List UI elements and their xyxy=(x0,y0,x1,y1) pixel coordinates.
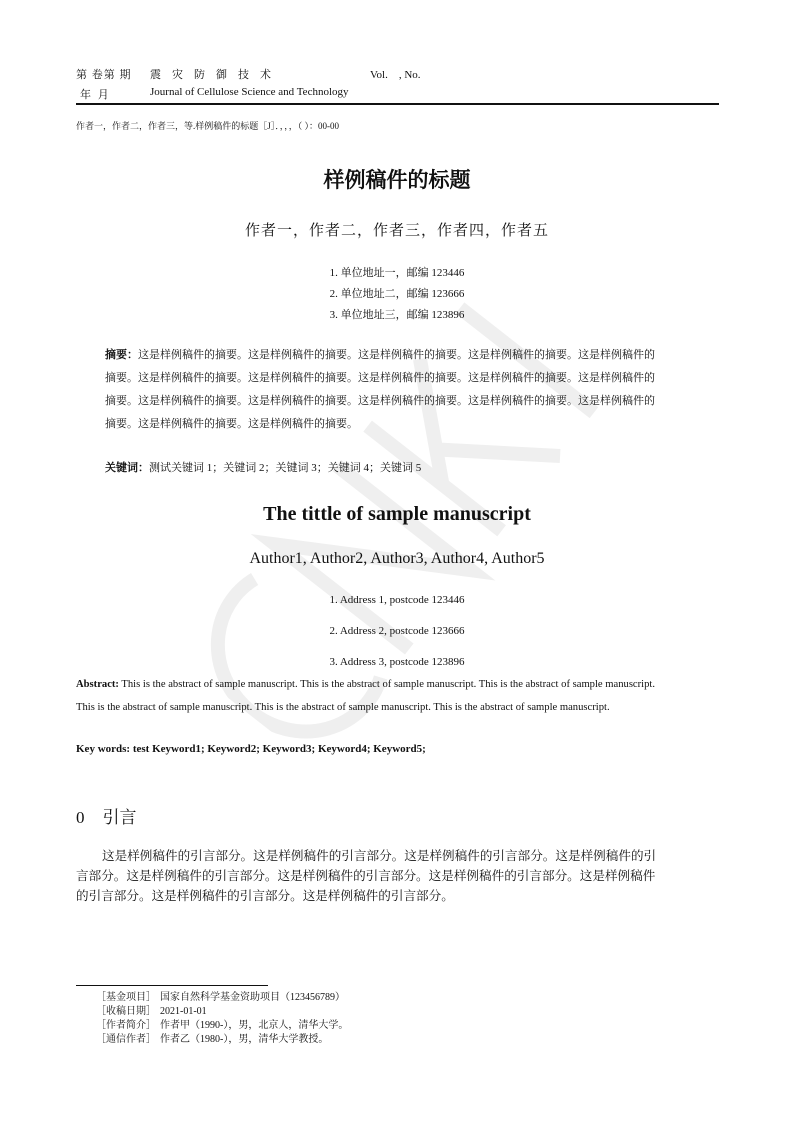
address: 1. Address 1, postcode 123446 xyxy=(329,594,465,606)
affiliations-cn xyxy=(0,263,794,326)
addresses-en xyxy=(0,585,794,678)
date-cn: 年 月 xyxy=(80,89,111,101)
authors-cn: 作者一，作者二，作者三，作者四，作者五 xyxy=(244,223,549,239)
keywords-en xyxy=(76,743,426,755)
volume: Vol. , No. xyxy=(370,69,421,81)
body-line: 言部分。这是样例稿件的引言部分。这是样例稿件的引言部分。这是样例稿件的引言部分。这是样例稿件 xyxy=(76,869,656,883)
abstract-line: 摘要。这是样例稿件的摘要。这是样例稿件的摘要。这是样例稿件的摘要。这是样例稿件的摘要。这是样例稿件的 xyxy=(105,372,655,384)
footnote: ［收稿日期］ 2021-01-01 xyxy=(96,1006,207,1017)
abstract-line: 摘要。这是样例稿件的摘要。这是样例稿件的摘要。这是样例稿件的摘要。这是样例稿件的摘要。这是样例稿件的 xyxy=(105,395,655,407)
body-line: 的引言部分。这是样例稿件的引言部分。这是样例稿件的引言部分。 xyxy=(76,889,454,903)
abstract-line: 摘要。这是样例稿件的摘要。这是样例稿件的摘要。 xyxy=(105,418,358,430)
section-heading xyxy=(76,803,137,828)
abstract-line: This is the abstract of sample manuscript. This is the abstract of sample manuscript. This is the abstract of sample manuscript. xyxy=(118,679,655,690)
abstract-line: 这是样例稿件的摘要。这是样例稿件的摘要。这是样例稿件的摘要。这是样例稿件的摘要。这是样例稿件的 xyxy=(138,349,655,361)
affiliation: 1. 单位地址一，邮编 123446 xyxy=(329,267,465,279)
footnotes xyxy=(96,991,348,1047)
footnote: ［作者简介］ 作者甲（1990-），男，北京人，清华大学。 xyxy=(96,1020,349,1031)
footnote: ［基金项目］ 国家自然科学基金资助项目（123456789） xyxy=(96,992,345,1003)
abstract-en-label: Abstract: xyxy=(76,679,119,690)
keywords-cn xyxy=(105,459,421,475)
title-en: The tittle of sample manuscript xyxy=(263,503,531,525)
abstract-line: This is the abstract of sample manuscript. This is the abstract of sample manuscript. This is the abstract of sample manuscript. xyxy=(76,702,610,713)
section-body xyxy=(76,846,721,906)
address: 2. Address 2, postcode 123666 xyxy=(329,625,465,637)
abstract-en xyxy=(76,673,736,719)
address: 3. Address 3, postcode 123896 xyxy=(329,656,465,668)
citation: 作者一，作者二，作者三，等.样例稿件的标题［J］．，，，（ ）：00-00 xyxy=(76,121,340,131)
keywords-cn-text: 测试关键词 1；关键词 2；关键词 3；关键词 4；关键词 5 xyxy=(149,462,422,474)
abstract-cn-label: 摘要： xyxy=(105,348,138,361)
title-cn: 样例稿件的标题 xyxy=(323,168,471,192)
header-rule xyxy=(76,103,719,105)
body-line: 这是样例稿件的引言部分。这是样例稿件的引言部分。这是样例稿件的引言部分。这是样例稿件的引 xyxy=(102,849,657,863)
section-number: 0 xyxy=(76,808,85,827)
footnote-rule xyxy=(76,985,268,986)
journal-en: Journal of Cellulose Science and Technology xyxy=(150,86,349,98)
keywords-en-label: Key words: xyxy=(76,743,131,755)
keywords-cn-label: 关键词： xyxy=(105,461,149,474)
footnote: ［通信作者］ 作者乙（1980-），男，清华大学教授。 xyxy=(96,1034,329,1045)
abstract-cn xyxy=(105,343,715,436)
keywords-en-text: test Keyword1; Keyword2; Keyword3; Keyword4; Keyword5; xyxy=(130,743,426,755)
affiliation: 2. 单位地址二，邮编 123666 xyxy=(329,288,465,300)
section-title: 引言 xyxy=(102,808,137,828)
authors-en: Author1, Author2, Author3, Author4, Author5 xyxy=(249,550,545,567)
journal-cn: 震 灾 防 御 技 术 xyxy=(150,69,271,81)
issue-cn: 第 卷第 期 xyxy=(76,69,132,81)
affiliation: 3. 单位地址三，邮编 123896 xyxy=(329,309,465,321)
